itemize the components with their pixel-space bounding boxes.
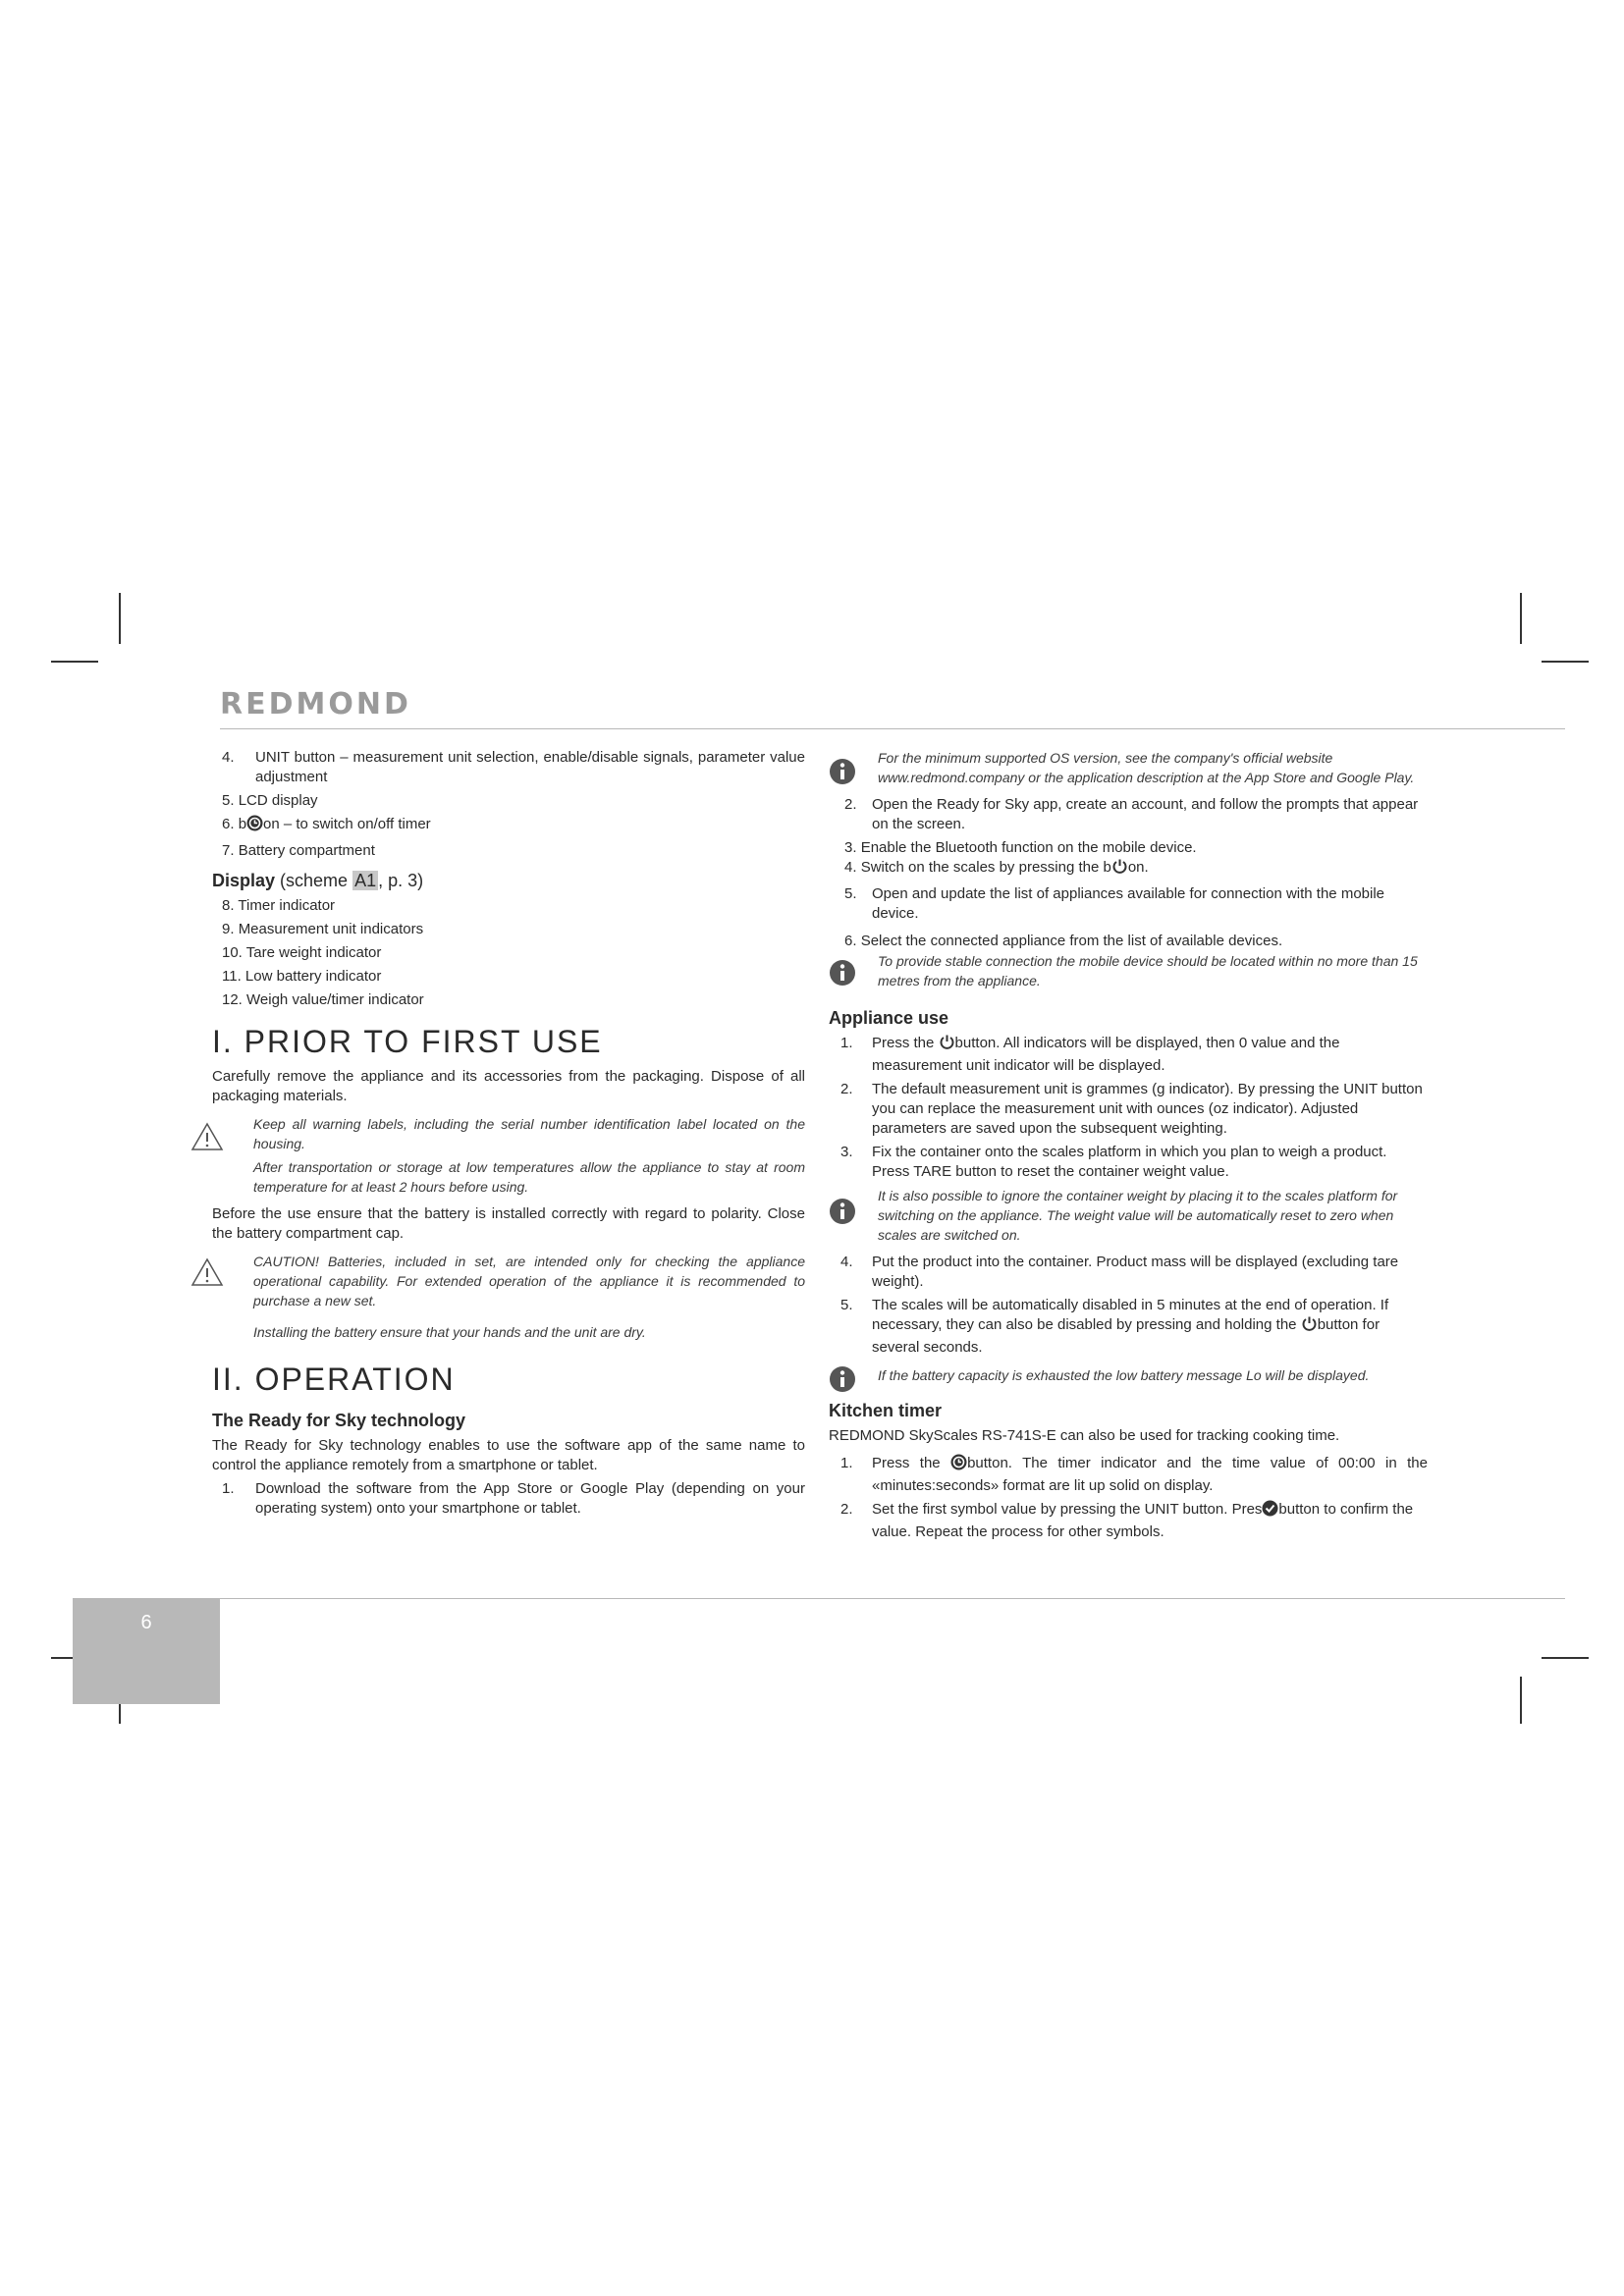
right-column [829,748,1428,1542]
display-heading [212,869,805,892]
list-number: 12. [222,991,243,1008]
warning-text: Installing the battery ensure that your hands and the unit are dry. [253,1324,646,1340]
list-item [212,967,805,987]
list-item [829,1080,1428,1139]
list-number: 8. [222,897,235,914]
display-heading-bold: Display [212,871,276,890]
warning-note [212,1114,805,1197]
sky-technology-heading: The Ready for Sky technology [212,1411,466,1430]
power-icon [1301,1315,1318,1338]
timer-button-icon [246,815,263,837]
list-text: Enable the Bluetooth function on the mobile device. [860,839,1197,856]
crop-mark [51,661,98,663]
list-item [212,896,805,916]
display-heading-pre: (scheme [275,871,353,890]
list-item [212,943,805,963]
info-icon [829,959,856,992]
footer-divider [220,1598,1565,1599]
list-item [829,1454,1428,1496]
list-text: Open the Ready for Sky app, create an account, and follow the prompts that appear on the screen. [872,796,1419,832]
info-icon [829,758,856,791]
list-text: Download the software from the App Store or Google Play (depending on your operating system) onto your smartphone or tablet. [255,1480,805,1517]
list-item [212,990,805,1010]
info-text: For the minimum supported OS version, see the company's official website www.redmond.company or the application description at the App Store and Google Play. [878,750,1415,785]
list-number: 11. [222,968,242,985]
info-text: It is also possible to ignore the container weight by placing it to the scales platform for switching on the appliance. The weight value will be automatically reset to zero when scales are switched on. [878,1188,1398,1243]
warning-note [212,1252,805,1342]
crop-mark [1542,1657,1589,1659]
info-note [829,1365,1428,1385]
section-title-operation: II. OPERATION [212,1362,456,1397]
info-note [829,1186,1428,1245]
timer-button-icon [950,1454,967,1476]
list-item [212,791,805,811]
list-item [212,815,805,837]
list-item [829,1034,1428,1076]
list-item [829,932,1428,951]
info-text: To provide stable connection the mobile device should be located within no more than 15 metres from the appliance. [878,953,1418,988]
list-text: b [1103,859,1111,876]
info-note [829,748,1428,787]
list-number: 9. [222,921,235,937]
list-text: button. The timer indicator and the time value of 00:00 in the «minutes:seconds» format are lit up solid on display. [872,1455,1428,1494]
power-icon [1111,858,1128,881]
list-number: 1. [840,1455,853,1471]
list-number: 2. [844,796,857,813]
list-text: b [238,816,247,832]
list-text: Press the [872,1035,935,1051]
list-number: 5. [840,1297,853,1313]
paragraph: Before the use ensure that the battery is installed correctly with regard to polarity. Close the battery compartment cap. [212,1205,805,1242]
brand-logo: REDMOND [220,687,411,721]
list-item [212,841,805,861]
list-text: Press the [872,1455,941,1471]
list-text: Set the first symbol value by pressing the UNIT button. Pres [872,1501,1263,1518]
list-item [212,1479,805,1519]
list-item [829,1296,1428,1358]
header-divider [220,728,1565,729]
list-item [829,795,1428,834]
scheme-ref-link[interactable]: A1 [354,871,377,890]
confirm-check-icon [1262,1500,1278,1522]
list-number: 2. [840,1081,853,1097]
list-text: The default measurement unit is grammes (g indicator). By pressing the UNIT button you can replace the measurement unit with ounces (oz indicator). Adjusted parameters are saved upon the subsequent weighting. [872,1081,1423,1137]
list-number: 1. [840,1035,853,1051]
list-item [212,920,805,939]
list-text: Switch on the scales by pressing the [860,859,1100,876]
list-text: Tare weight indicator [245,944,382,961]
list-text: on – to switch on/off timer [263,816,431,832]
info-icon [829,1365,856,1399]
crop-mark [119,593,121,644]
list-number: 7. [222,842,235,859]
kitchen-timer-heading: Kitchen timer [829,1401,943,1420]
list-text: Weigh value/timer indicator [246,991,424,1008]
list-number: 6. [844,933,857,949]
appliance-use-heading: Appliance use [829,1008,949,1028]
list-text: button to confirm the value. Repeat the process for other symbols. [872,1501,1414,1540]
crop-mark [1542,661,1589,663]
warning-text: Keep all warning labels, including the serial number identification label located on the housing. [253,1116,805,1151]
list-text: Select the connected appliance from the list of available devices. [860,933,1283,949]
list-number: 3. [840,1144,853,1160]
list-number: 5. [222,792,235,809]
page-number-box [73,1598,220,1704]
list-text: Low battery indicator [244,968,382,985]
section-title-prior-to-first-use: I. PRIOR TO FIRST USE [212,1024,603,1059]
list-number: 10. [222,944,243,961]
list-number: 6. [222,816,235,832]
list-text: LCD display [238,792,318,809]
paragraph: Carefully remove the appliance and its accessories from the packaging. Dispose of all packaging materials. [212,1068,805,1104]
list-item [829,838,1428,858]
list-number: 4. [844,859,857,876]
list-number: 5. [844,885,857,902]
list-number: 3. [844,839,857,856]
info-icon [829,1198,856,1231]
paragraph: The Ready for Sky technology enables to use the software app of the same name to control the appliance remotely from a smartphone or tablet. [212,1437,805,1473]
crop-mark [1520,593,1522,644]
list-item [829,1253,1428,1292]
paragraph: REDMOND SkyScales RS-741S-E can also be used for tracking cooking time. [829,1427,1340,1444]
list-text: button. All indicators will be displayed, then 0 value and the measurement unit indicator will be displayed. [872,1035,1340,1074]
info-note [829,951,1428,990]
warning-text: After transportation or storage at low temperatures allow the appliance to stay at room temperature for at least 2 hours before using. [253,1159,805,1195]
list-number: 4. [222,749,235,766]
list-number: 2. [840,1501,853,1518]
list-text: Fix the container onto the scales platform in which you plan to weigh a product. Press TARE button to reset the container weight value. [872,1144,1387,1180]
list-text: The scales will be automatically disabled in 5 minutes at the end of operation. If necessary, they can also be disabled by pressing and holding the [872,1297,1389,1333]
left-column [212,748,805,1519]
list-item [829,1500,1428,1542]
list-number: 1. [222,1480,235,1497]
list-text: Put the product into the container. Product mass will be displayed (excluding tare weight). [872,1254,1399,1290]
list-item [829,884,1428,924]
display-heading-post: , p. 3) [378,871,424,890]
power-icon [939,1034,955,1056]
page-number: 6 [140,1611,152,1633]
crop-mark [1520,1677,1522,1724]
list-item [829,1143,1428,1182]
list-text: Timer indicator [238,897,336,914]
info-text: If the battery capacity is exhausted the low battery message Lo will be displayed. [878,1367,1370,1383]
warning-text: CAUTION! Batteries, included in set, are intended only for checking the appliance operational capability. For extended operation of the appliance it is recommended to purchase a new set. [253,1254,805,1308]
list-text: Battery compartment [238,842,375,859]
list-number: 4. [840,1254,853,1270]
warning-triangle-icon [190,1122,224,1157]
warning-triangle-icon [190,1257,224,1293]
list-item [829,858,1428,881]
list-text: on. [1127,859,1149,876]
list-text: button for several seconds. [872,1316,1380,1356]
list-text: Measurement unit indicators [238,921,424,937]
list-item [212,748,805,787]
list-text: UNIT button – measurement unit selection, enable/disable signals, parameter value adjustment [255,749,805,785]
list-text: Open and update the list of appliances available for connection with the mobile device. [872,885,1385,922]
